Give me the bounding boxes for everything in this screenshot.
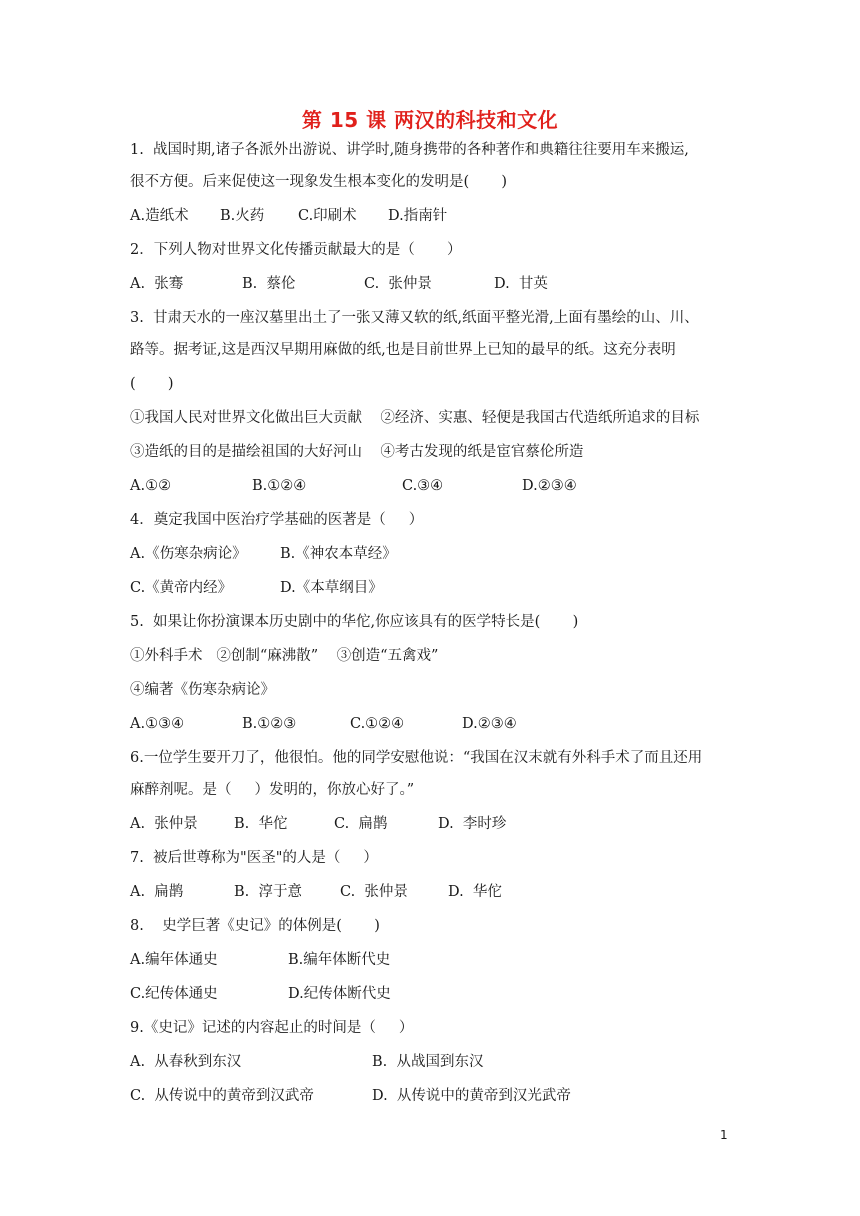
option-d: D.纪传体断代史 — [288, 986, 391, 1002]
option-d: D.指南针 — [388, 208, 448, 224]
question-9-options-row-2 — [130, 1086, 750, 1106]
option-a: A.《伤寒杂病论》 — [130, 546, 247, 562]
option-d: D.《本草纲目》 — [280, 580, 383, 596]
option-d: D. 华佗 — [448, 884, 502, 900]
option-c: C. 张仲景 — [340, 884, 408, 900]
question-9-text-line-1: 9.《史记》记述的内容起止的时间是（ ） — [130, 1020, 414, 1036]
option-c: C.③④ — [402, 478, 444, 494]
question-4-text-line-1: 4．奠定我国中医治疗学基础的医著是（ ） — [130, 512, 424, 528]
question-5-options — [130, 714, 750, 734]
question-6-options — [130, 814, 750, 834]
option-b: B. 蔡伦 — [242, 276, 296, 292]
option-b: B.①②③ — [242, 716, 297, 732]
option-c: C. 从传说中的黄帝到汉武帝 — [130, 1088, 314, 1104]
option-a: A.编年体通史 — [130, 952, 218, 968]
option-b: B.《神农本草经》 — [280, 546, 397, 562]
option-c: C.纪传体通史 — [130, 986, 218, 1002]
question-5-text-line-1: 5. 如果让你扮演课本历史剧中的华佗,你应该具有的医学特长是( ) — [130, 614, 579, 630]
option-b: B. 淳于意 — [234, 884, 302, 900]
question-7-options — [130, 882, 750, 902]
page-number: 1 — [720, 1128, 728, 1142]
question-1-text-line-2: 很不方便。后来促使这一现象发生根本变化的发明是( ) — [130, 174, 508, 190]
option-a: A.造纸术 — [130, 208, 189, 224]
question-1-options — [130, 206, 750, 226]
option-b: B. 华佗 — [234, 816, 288, 832]
question-4-options-row-1 — [130, 544, 750, 564]
question-8-options-row-1 — [130, 950, 750, 970]
question-3-text-line-2: 路等。据考证,这是西汉早期用麻做的纸,也是目前世界上已知的最早的纸。这充分表明 — [130, 342, 676, 358]
question-3-statement-1: ①我国人民对世界文化做出巨大贡献 ②经济、实惠、轻便是我国古代造纸所追求的目标 — [130, 410, 700, 426]
question-9-options-row-1 — [130, 1052, 750, 1072]
question-3-statement-2: ③造纸的目的是描绘祖国的大好河山 ④考古发现的纸是宦官蔡伦所造 — [130, 444, 584, 460]
option-c: C.《黄帝内经》 — [130, 580, 233, 596]
question-8-options-row-2 — [130, 984, 750, 1004]
option-d: D.②③④ — [522, 478, 577, 494]
question-4-options-row-2 — [130, 578, 750, 598]
option-a: A. 张骞 — [130, 276, 184, 292]
question-3-options — [130, 476, 750, 496]
option-a: A.①③④ — [130, 716, 185, 732]
option-c: C.印刷术 — [298, 208, 357, 224]
question-3-text-line-1: 3. 甘肃天水的一座汉墓里出土了一张又薄又软的纸,纸面平整光滑,上面有墨绘的山、川、 — [130, 310, 699, 326]
option-d: D. 李时珍 — [438, 816, 507, 832]
option-a: A. 张仲景 — [130, 816, 198, 832]
option-b: B.火药 — [220, 208, 265, 224]
option-a: A.①② — [130, 478, 172, 494]
option-b: B.①②④ — [252, 478, 307, 494]
option-b: B.编年体断代史 — [288, 952, 391, 968]
page-title: 第 15 课 两汉的科技和文化 — [301, 108, 559, 132]
option-d: D. 甘英 — [494, 276, 548, 292]
option-c: C. 张仲景 — [364, 276, 432, 292]
option-d: D. 从传说中的黄帝到汉光武帝 — [372, 1088, 571, 1104]
question-3-text-line-3: ( ) — [130, 376, 174, 392]
option-a: A. 扁鹊 — [130, 884, 184, 900]
question-8-text-line-1: 8. 史学巨著《史记》的体例是( ) — [130, 918, 380, 934]
option-d: D.②③④ — [462, 716, 517, 732]
question-2-text-line-1: 2．下列人物对世界文化传播贡献最大的是（ ） — [130, 242, 462, 258]
question-5-statement-1: ①外科手术 ②创制“麻沸散” ③创造“五禽戏” — [130, 648, 439, 664]
option-c: C.①②④ — [350, 716, 405, 732]
question-6-text-line-2: 麻醉剂呢。是（ ）发明的，你放心好了。” — [130, 782, 415, 798]
question-1-text-line-1: 1. 战国时期,诸子各派外出游说、讲学时,随身携带的各种著作和典籍往往要用车来搬运, — [130, 142, 689, 158]
question-7-text-line-1: 7. 被后世尊称为"医圣"的人是（ ） — [130, 850, 378, 866]
option-c: C. 扁鹊 — [334, 816, 388, 832]
option-b: B. 从战国到东汉 — [372, 1054, 484, 1070]
question-6-text-line-1: 6.一位学生要开刀了，他很怕。他的同学安慰他说：“我国在汉末就有外科手术了而且还用 — [130, 750, 703, 766]
option-a: A. 从春秋到东汉 — [130, 1054, 242, 1070]
question-2-options — [130, 274, 750, 294]
question-5-statement-2: ④编著《伤寒杂病论》 — [130, 682, 275, 698]
